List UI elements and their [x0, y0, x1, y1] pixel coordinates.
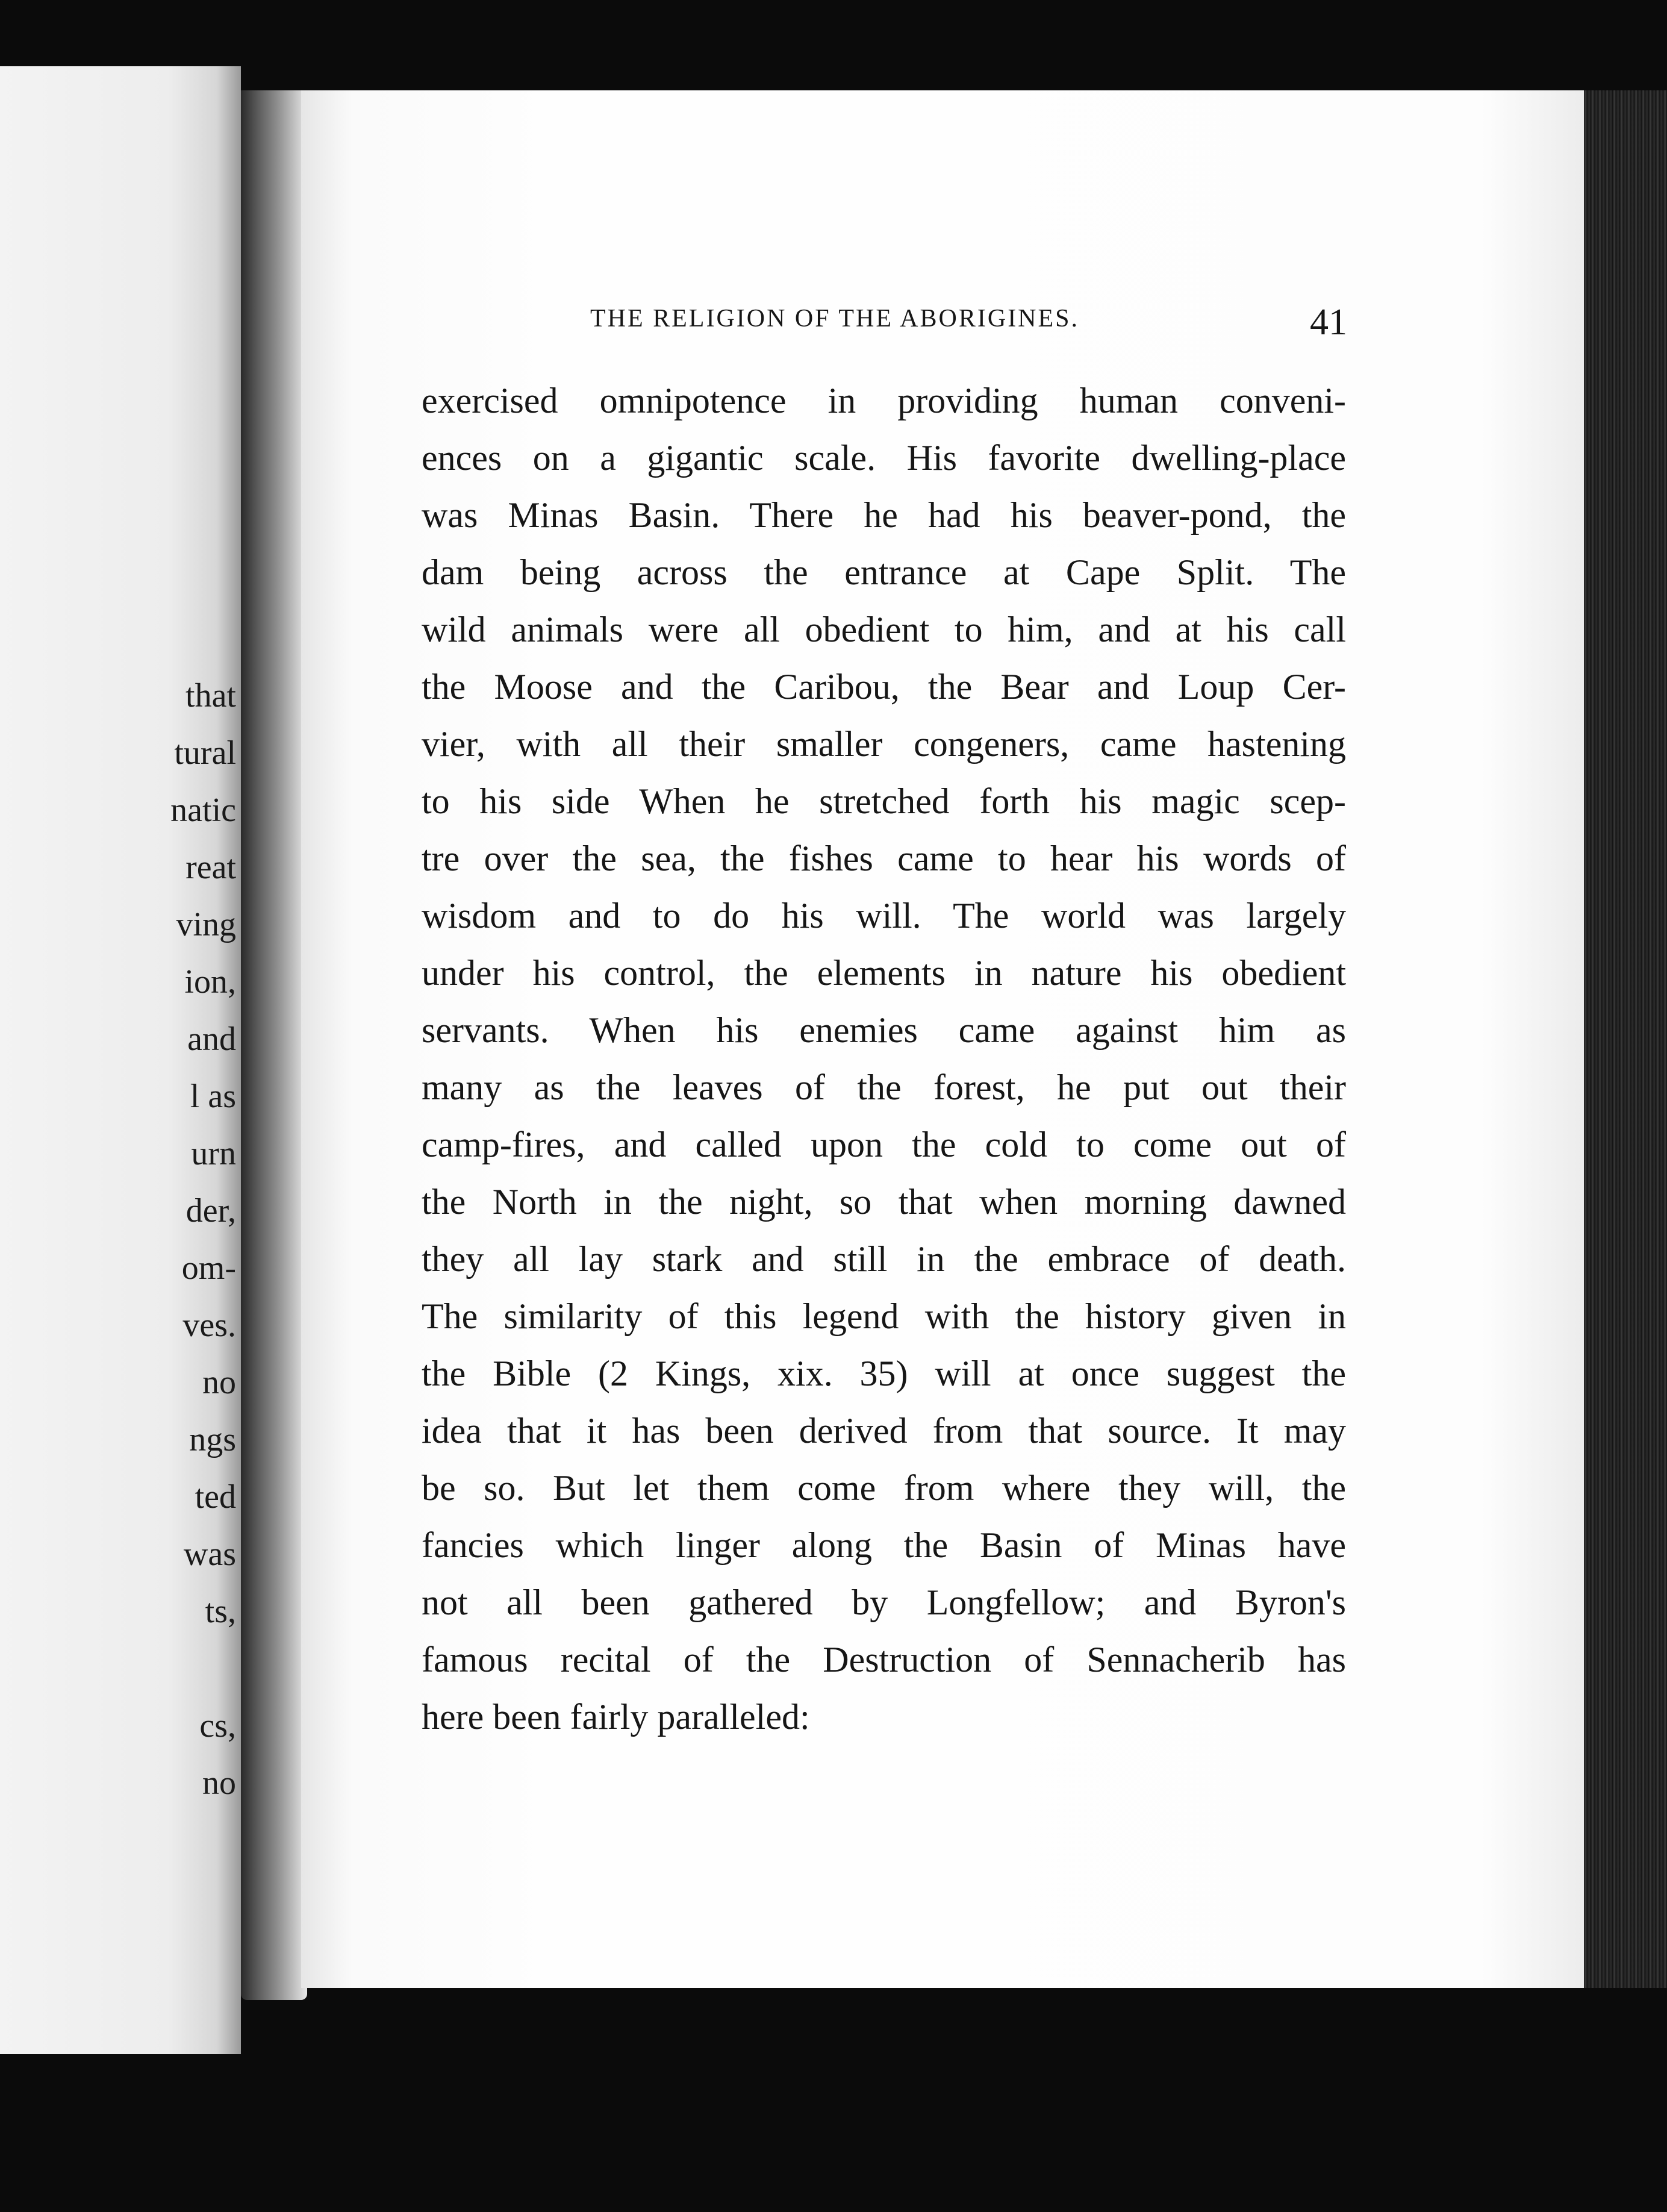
page-edge-strip [1584, 90, 1667, 1988]
body-text-line: idea that it has been derived from that source. It may [422, 1411, 1346, 1451]
left-page-line: der, [185, 1193, 236, 1229]
left-page-line: and [187, 1021, 236, 1057]
body-text-line: the Bible (2 Kings, xix. 35) will at once suggest the [422, 1354, 1346, 1393]
body-text-line: here been fairly paralleled: [422, 1697, 810, 1737]
left-page-line: no [202, 1765, 236, 1801]
left-page-line: l as [190, 1078, 236, 1114]
body-text-line: servants. When his enemies came against him as [422, 1010, 1346, 1050]
body-text-line: under his control, the elements in nature his obedient [422, 953, 1346, 993]
body-text-line: The similarity of this legend with the history given in [422, 1296, 1346, 1336]
page-number: 41 [1310, 302, 1347, 343]
left-page-line: reat [185, 849, 236, 886]
left-page-line: natic [170, 792, 236, 828]
running-head: THE RELIGION OF THE ABORIGINES. [590, 305, 1080, 333]
left-page-line: ves. [182, 1307, 236, 1343]
left-page-line: tural [174, 735, 236, 771]
left-page-line: ted [195, 1479, 236, 1515]
body-text-line: was Minas Basin. There he had his beaver-pond, the [422, 495, 1346, 535]
left-page-line: ving [176, 907, 236, 943]
left-page-line: ion, [184, 964, 236, 1000]
body-text-line: the North in the night, so that when morning dawned [422, 1182, 1346, 1222]
body-text-line: to his side When he stretched forth his magic scep- [422, 781, 1346, 821]
left-page-line: no [202, 1364, 236, 1401]
left-page-line: om- [181, 1250, 236, 1286]
body-text-line: dam being across the entrance at Cape Split. The [422, 552, 1346, 592]
left-page-line: cs, [199, 1708, 236, 1744]
body-text-line: be so. But let them come from where they will, the [422, 1468, 1346, 1508]
left-page-line: ts, [205, 1593, 236, 1629]
body-text-line: tre over the sea, the fishes came to hear his words of [422, 839, 1346, 878]
left-page [0, 66, 241, 2054]
left-page-line: that [185, 678, 236, 714]
body-text-line: they all lay stark and still in the embrace of death. [422, 1239, 1346, 1279]
book-gutter [241, 90, 307, 2000]
left-page-line: was [183, 1536, 236, 1572]
body-text-line: ences on a gigantic scale. His favorite dwelling-place [422, 438, 1346, 478]
body-text-line: the Moose and the Caribou, the Bear and Loup Cer- [422, 667, 1346, 707]
body-text-line: wild animals were all obedient to him, and at his call [422, 610, 1346, 649]
body-text-line: fancies which linger along the Basin of Minas have [422, 1525, 1346, 1565]
left-page-line: urn [191, 1136, 236, 1172]
left-page-line: ngs [189, 1422, 236, 1458]
body-text-line: many as the leaves of the forest, he put out their [422, 1067, 1346, 1107]
body-text-line: exercised omnipotence in providing human conveni- [422, 381, 1346, 420]
body-text-line: vier, with all their smaller congeners, came hastening [422, 724, 1346, 764]
body-text-line: camp-fires, and called upon the cold to come out of [422, 1125, 1346, 1164]
body-text-line: not all been gathered by Longfellow; and Byron's [422, 1582, 1346, 1622]
body-text-line: famous recital of the Destruction of Sennacherib has [422, 1640, 1346, 1679]
body-text-line: wisdom and to do his will. The world was largely [422, 896, 1346, 936]
